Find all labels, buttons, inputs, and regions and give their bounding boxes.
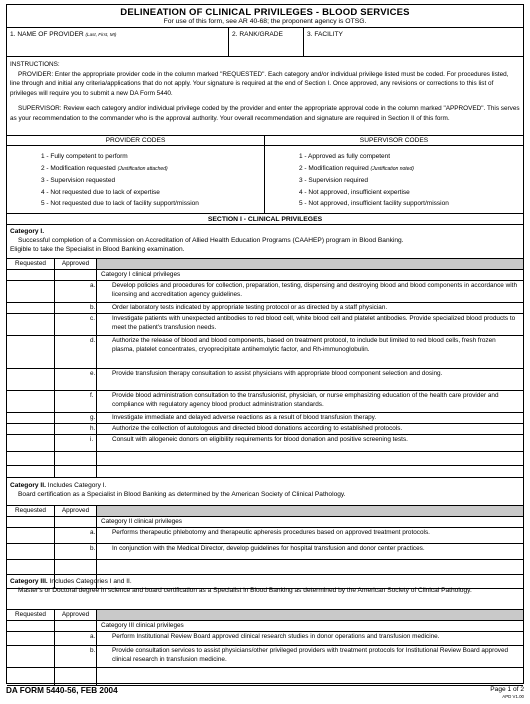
requested-header-label: Requested <box>15 611 46 618</box>
privilege-row <box>7 391 523 413</box>
page-number <box>490 686 524 700</box>
privilege-row <box>7 435 523 452</box>
privilege-letter: b. <box>90 647 96 654</box>
privilege-text <box>90 646 523 665</box>
supervisor-codes-list <box>265 146 523 210</box>
privilege-line <box>90 545 519 554</box>
privilege-row <box>7 413 523 424</box>
approved-code-cell[interactable] <box>55 517 97 527</box>
form-title: DELINEATION OF CLINICAL PRIVILEGES - BLOOD SERVICES <box>120 7 410 18</box>
privilege-letter: g. <box>90 414 96 421</box>
privilege-description: Perform Institutional Review Board approved clinical research studies in donor operations and transfusion medicine. <box>112 633 440 640</box>
requested-code-cell[interactable] <box>7 466 55 477</box>
code-item <box>299 198 523 210</box>
privilege-description: Authorize the collection of autologous and directed blood donations according to established protocols. <box>112 425 403 432</box>
category-includes: Includes Category I. <box>47 482 107 489</box>
provider-instructions: PROVIDER: Enter the appropriate provider code in the column marked "REQUESTED". Each category and/or individual privilege listed must be coded. For procedures listed, line through and initial any criteria/applications that do not apply. Your signature is required at the end of Section I. Once approved, any revisions or corrections to this list of privileges will require you to submit a new DA Form 5440. <box>10 70 509 97</box>
code-item <box>41 151 264 163</box>
privilege-line <box>90 315 519 332</box>
supervisor-codes-column <box>265 136 523 213</box>
privilege-text <box>90 391 523 410</box>
privilege-text <box>90 435 523 446</box>
requested-code-cell[interactable] <box>7 435 55 451</box>
privilege-description: Provide blood administration consultation to the transfusionist, physician, or nurse emphasizing education of the health care provider and compliance with regulatory agency blood product administration standards. <box>112 392 499 408</box>
privilege-row <box>7 336 523 369</box>
code-item <box>299 175 523 187</box>
requested-code-cell[interactable] <box>7 452 55 465</box>
approved-code-cell[interactable] <box>55 435 97 451</box>
requested-code-cell[interactable] <box>7 517 55 527</box>
privilege-line <box>90 370 519 379</box>
privilege-description: Provide transfusion therapy consultation to assist physicians with appropriate blood component selection and dosing. <box>112 370 443 377</box>
requested-code-cell[interactable] <box>7 303 55 313</box>
form-subtitle: For use of this form, see AR 40-68; the proponent agency is OTSG. <box>163 18 367 25</box>
privilege-line <box>90 392 519 409</box>
code-text: 1 - Fully competent to perform <box>41 153 128 160</box>
code-item <box>299 151 523 163</box>
privilege-line <box>90 647 519 664</box>
provider-name-hint: (Last, First, MI) <box>85 32 117 37</box>
section-title: SECTION I - CLINICAL PRIVILEGES <box>7 213 523 225</box>
code-text: 5 - Not approved, insufficient facility support/mission <box>299 200 449 208</box>
category-title: Category II. <box>10 482 46 489</box>
privilege-letter: a. <box>90 529 96 536</box>
form-id: DA FORM 5440-56, FEB 2004 <box>6 686 118 695</box>
category-1-privileges-table <box>7 258 523 478</box>
approved-column-header <box>55 259 97 269</box>
approved-code-cell[interactable] <box>55 621 97 631</box>
form-frame <box>6 4 524 684</box>
requested-code-cell[interactable] <box>7 632 55 645</box>
approved-header-label: Approved <box>61 260 90 267</box>
code-text: 3 - Supervision requested <box>41 177 116 185</box>
privilege-text <box>90 413 523 424</box>
category-requirements: Master's or Doctoral degree in science and board certification as a Specialist in Blood Banking as determined by the American Society of Clinical Pathology. <box>18 587 472 594</box>
privilege-description: In conjunction with the Medical Director, develop guidelines for hospital transfusion and donor center practices. <box>112 545 425 552</box>
category-privileges-label: Category II clinical privileges <box>101 518 182 525</box>
privilege-letter: h. <box>90 425 96 432</box>
privilege-row <box>7 424 523 435</box>
supervisor-instructions: SUPERVISOR: Review each category and/or individual privilege coded by the provider and enter the appropriate approval code in the column marked "APPROVED". This serves as your recommendation to the commander who is the approval authority. Your overall recommendation and signature are required in Section II of this form. <box>10 105 520 122</box>
code-item <box>41 198 264 210</box>
code-item <box>41 163 264 176</box>
requested-column-header <box>7 610 55 620</box>
requested-code-cell[interactable] <box>7 369 55 390</box>
blank-privilege-row <box>7 560 523 575</box>
requested-code-cell[interactable] <box>7 528 55 543</box>
requested-code-cell[interactable] <box>7 413 55 423</box>
requested-code-cell[interactable] <box>7 560 55 574</box>
approved-code-cell[interactable] <box>55 314 97 335</box>
code-item <box>41 187 264 199</box>
supervisor-codes-heading: SUPERVISOR CODES <box>265 136 523 146</box>
category-title-line <box>10 577 520 586</box>
category-3-description <box>7 577 523 609</box>
code-text: 1 - Approved as fully competent <box>299 153 391 160</box>
privilege-letter: a. <box>90 282 96 289</box>
code-text: 2 - Modification requested <box>41 164 118 172</box>
requested-code-cell[interactable] <box>7 646 55 667</box>
privilege-text <box>90 544 523 555</box>
instructions-block <box>7 57 523 135</box>
approved-code-cell[interactable] <box>55 646 97 667</box>
privilege-row <box>7 544 523 560</box>
privilege-row <box>7 281 523 303</box>
approved-code-cell[interactable] <box>55 528 97 543</box>
requested-code-cell[interactable] <box>7 544 55 559</box>
privilege-row <box>7 646 523 668</box>
privilege-text <box>90 336 523 355</box>
privilege-row <box>7 303 523 314</box>
form-version: APD V1.00 <box>502 694 524 699</box>
privilege-letter: i. <box>90 436 94 443</box>
privilege-letter: d. <box>90 337 96 344</box>
category-1-description <box>7 227 523 258</box>
category-privileges-label: Category I clinical privileges <box>101 271 181 278</box>
privilege-text <box>90 303 523 314</box>
privilege-description: Provide consultation services to assist physicians/other privileged providers with treatment protocols for Institutional Review Board approved clinical research in transfusion medicine. <box>112 647 509 663</box>
approved-code-cell[interactable] <box>55 336 97 368</box>
privilege-row <box>7 632 523 646</box>
code-note: (Justification attached) <box>117 165 168 172</box>
privilege-text <box>90 281 523 300</box>
privilege-line <box>90 282 519 299</box>
rank-grade-label: 2. RANK/GRADE <box>232 31 283 38</box>
approved-code-cell[interactable] <box>55 391 97 412</box>
facility-label: 3. FACILITY <box>307 31 343 38</box>
code-text: 4 - Not approved, insufficient expertise <box>299 188 410 196</box>
privilege-text <box>90 314 523 333</box>
approved-header-label: Approved <box>61 507 90 514</box>
code-item <box>299 187 523 199</box>
approved-code-cell[interactable] <box>55 369 97 390</box>
privilege-line <box>90 425 519 434</box>
requested-header-label: Requested <box>15 507 46 514</box>
requested-code-cell[interactable] <box>7 270 55 280</box>
code-text: 4 - Not requested due to lack of expertise <box>41 188 160 196</box>
code-item <box>299 163 523 176</box>
approved-column-header <box>55 610 97 620</box>
approved-code-cell[interactable] <box>55 560 97 574</box>
category-2-description <box>7 481 523 505</box>
approved-code-cell[interactable] <box>55 452 97 465</box>
privilege-letter: a. <box>90 633 96 640</box>
code-text: 3 - Supervision required <box>299 177 369 185</box>
facility-field[interactable] <box>304 28 523 56</box>
privilege-letter: b. <box>90 304 96 311</box>
table-header-row <box>7 259 523 270</box>
approved-code-cell[interactable] <box>55 466 97 477</box>
instructions-heading: INSTRUCTIONS: <box>10 61 60 68</box>
privilege-row <box>7 528 523 544</box>
privilege-letter: f. <box>90 392 94 399</box>
category-privileges-label: Category III clinical privileges <box>101 622 184 629</box>
requested-code-cell[interactable] <box>7 621 55 631</box>
privilege-description: Order laboratory tests indicated by appropriate testing protocol or as directed by a staff physician. <box>112 304 388 311</box>
privilege-text <box>90 369 523 380</box>
table-header-row <box>7 610 523 621</box>
privilege-line <box>90 436 519 445</box>
requested-code-cell[interactable] <box>7 391 55 412</box>
requested-column-header <box>7 506 55 516</box>
form-footer <box>6 686 524 702</box>
page-number-text: Page 1 of 2 <box>490 686 524 693</box>
requested-code-cell[interactable] <box>7 281 55 302</box>
privilege-description: Develop policies and procedures for collection, preparation, testing, dispensing and destroying blood and blood components in accordance with licensing and accreditation agency guidelines. <box>112 282 517 298</box>
approved-code-cell[interactable] <box>55 281 97 302</box>
provider-info-row <box>7 27 523 57</box>
category-title-line <box>10 481 520 490</box>
privilege-description: Investigate patients with unexpected antibodies to red blood cell, white blood cell and platelet antibodies. Provide specialized blood products to meet the patient's transfusion needs. <box>112 315 516 331</box>
requested-code-cell[interactable] <box>7 668 55 685</box>
codes-table <box>7 135 523 213</box>
category-privileges-row <box>7 621 523 632</box>
category-eligibility: Eligible to take the Specialist in Blood Banking examination. <box>10 246 185 253</box>
provider-name-label: 1. NAME OF PROVIDER <box>10 31 84 38</box>
privilege-description: Performs therapeutic phlebotomy and therapeutic apheresis procedures based on approved treatment protocols. <box>112 529 430 536</box>
table-header-row <box>7 506 523 517</box>
approved-code-cell[interactable] <box>55 303 97 313</box>
privilege-text <box>90 632 523 643</box>
category-includes: Includes Categories I and II. <box>49 578 132 585</box>
approved-code-cell[interactable] <box>55 544 97 559</box>
requested-header-label: Requested <box>15 260 46 267</box>
requested-code-cell[interactable] <box>7 336 55 368</box>
category-requirements: Board certification as a Specialist in Blood Banking as determined by the American Society of Clinical Pathology. <box>18 491 346 498</box>
approved-code-cell[interactable] <box>55 424 97 434</box>
category-title: Category III. <box>10 578 48 585</box>
code-text: 5 - Not requested due to lack of facility support/mission <box>41 200 199 208</box>
category-privileges-row <box>7 517 523 528</box>
privilege-row <box>7 369 523 391</box>
privilege-text <box>90 424 523 435</box>
approved-header-label: Approved <box>61 611 90 618</box>
privilege-text <box>90 528 523 539</box>
provider-codes-heading: PROVIDER CODES <box>7 136 264 146</box>
category-title-line <box>10 227 520 236</box>
provider-codes-list <box>7 146 264 210</box>
code-note: (Justification noted) <box>370 165 414 172</box>
approved-code-cell[interactable] <box>55 270 97 280</box>
requested-column-header <box>7 259 55 269</box>
privilege-line <box>90 337 519 354</box>
blank-privilege-row <box>7 668 523 686</box>
approved-column-header <box>55 506 97 516</box>
privilege-row <box>7 314 523 336</box>
rank-grade-field[interactable] <box>229 28 304 56</box>
privilege-line <box>90 529 519 538</box>
requested-code-cell[interactable] <box>7 424 55 434</box>
category-title: Category I. <box>10 228 45 235</box>
category-privileges-row <box>7 270 523 281</box>
privilege-letter: c. <box>90 315 95 322</box>
blank-privilege-row <box>7 466 523 478</box>
requested-code-cell[interactable] <box>7 314 55 335</box>
category-3-privileges-table <box>7 609 523 686</box>
approved-code-cell[interactable] <box>55 668 97 685</box>
privilege-letter: e. <box>90 370 96 377</box>
provider-name-field[interactable] <box>7 28 229 56</box>
privilege-letter: b. <box>90 545 96 552</box>
approved-code-cell[interactable] <box>55 632 97 645</box>
provider-codes-column <box>7 136 265 213</box>
code-item <box>41 175 264 187</box>
privilege-line <box>90 633 519 642</box>
privilege-description: Consult with allogeneic donors on eligibility requirements for blood donation and positive screening tests. <box>112 436 408 443</box>
privilege-line <box>90 414 519 423</box>
privilege-description: Authorize the release of blood and blood components, based on treatment protocol, to include but limited to red blood cells, fresh frozen plasma, platelet concentrates, cryoprecipitate antihemolytic factor, and Rh-immunoglobulin. <box>112 337 496 353</box>
privilege-line <box>90 304 519 313</box>
category-requirements: Successful completion of a Commission on Accreditation of Allied Health Education Programs (CAAHEP) program in Blood Banking. <box>18 237 404 244</box>
code-text: 2 - Modification required <box>299 164 371 172</box>
blank-privilege-row <box>7 452 523 466</box>
privilege-description: Investigate immediate and delayed adverse reactions as a result of blood transfusion therapy. <box>112 414 377 421</box>
approved-code-cell[interactable] <box>55 413 97 423</box>
